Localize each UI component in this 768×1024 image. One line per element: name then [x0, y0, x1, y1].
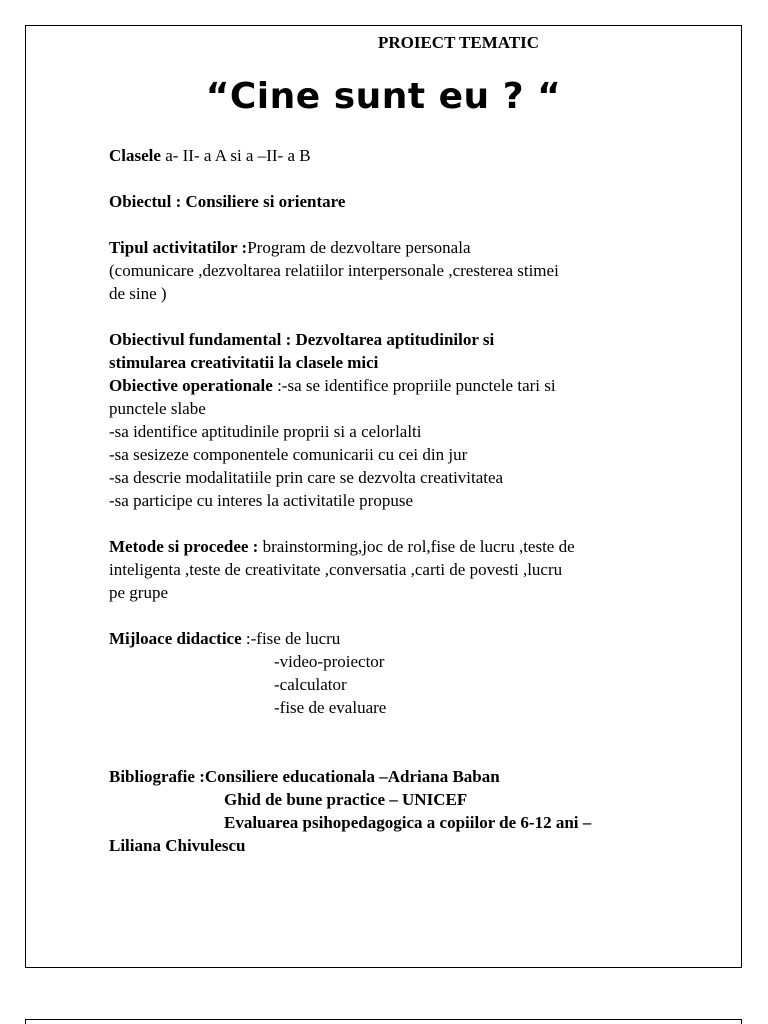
mijloace-line — [109, 627, 669, 650]
fundamental-text-2: stimularea creativitatii la clasele mici — [109, 353, 379, 372]
metode-line-2: inteligenta ,teste de creativitate ,conversatia ,carti de povesti ,lucru — [109, 560, 563, 579]
document-body — [109, 144, 669, 857]
bibliografie-line-2 — [109, 788, 669, 811]
tipul-line-2: (comunicare ,dezvoltarea relatiilor interpersonale ,cresterea stimei — [109, 261, 559, 280]
fundamental-line-1 — [109, 328, 669, 351]
mijloace-first: :-fise de lucru — [241, 629, 341, 648]
tipul-line-1 — [109, 236, 669, 259]
metode-value: brainstorming,joc de rol,fise de lucru ,teste de — [258, 537, 575, 556]
operationale-first-cont: punctele slabe — [109, 399, 206, 418]
list-item: -sa participe cu interes la activitatile propuse — [109, 491, 413, 510]
list-item: -sa identifice aptitudinile proprii si a celorlalti — [109, 422, 422, 441]
bibliografie-second: Ghid de bune practice – UNICEF — [224, 790, 468, 809]
fundamental-text-1: Obiectivul fundamental : Dezvoltarea aptitudinilor si — [109, 330, 495, 349]
document-title: “Cine sunt eu ? “ — [205, 76, 562, 117]
operationale-line — [109, 374, 669, 397]
operationale-first: :-sa se identifice propriile punctele tari si — [272, 376, 556, 395]
tipul-line-3: de sine ) — [109, 284, 167, 303]
bibliografie-line-3 — [109, 811, 669, 834]
obiectul-line — [109, 190, 669, 213]
document-header: PROIECT TEMATIC — [377, 33, 540, 52]
tipul-label: Tipul activitatilor : — [109, 238, 248, 257]
document-page — [25, 25, 742, 968]
bibliografie-third: Evaluarea psihopedagogica a copiilor de 6-12 ani – — [224, 813, 592, 832]
tipul-value: Program de dezvoltare personala — [247, 238, 471, 257]
list-item: -calculator — [274, 675, 347, 694]
bibliografie-label: Bibliografie : — [109, 767, 205, 786]
metode-line-3: pe grupe — [109, 583, 169, 602]
list-item: -video-proiector — [274, 652, 385, 671]
operationale-label: Obiective operationale — [109, 376, 273, 395]
bibliografie-line-1 — [109, 765, 669, 788]
next-page-edge — [25, 1019, 742, 1024]
fundamental-line-2 — [109, 351, 669, 374]
bibliografie-first: Consiliere educationala –Adriana Baban — [204, 767, 500, 786]
mijloace-label: Mijloace didactice — [109, 629, 242, 648]
bibliografie-fourth: Liliana Chivulescu — [109, 836, 246, 855]
list-item: -sa descrie modalitatiile prin care se dezvolta creativitatea — [109, 468, 504, 487]
list-item: -sa sesizeze componentele comunicarii cu cei din jur — [109, 445, 468, 464]
list-item: -fise de evaluare — [274, 698, 387, 717]
obiectul-label: Obiectul : Consiliere si orientare — [109, 192, 346, 211]
metode-label: Metode si procedee : — [109, 537, 259, 556]
clasele-line — [109, 144, 669, 167]
bibliografie-line-4 — [109, 834, 669, 857]
metode-line-1 — [109, 535, 669, 558]
clasele-label: Clasele — [109, 146, 161, 165]
clasele-value: a- II- a A si a –II- a B — [160, 146, 311, 165]
